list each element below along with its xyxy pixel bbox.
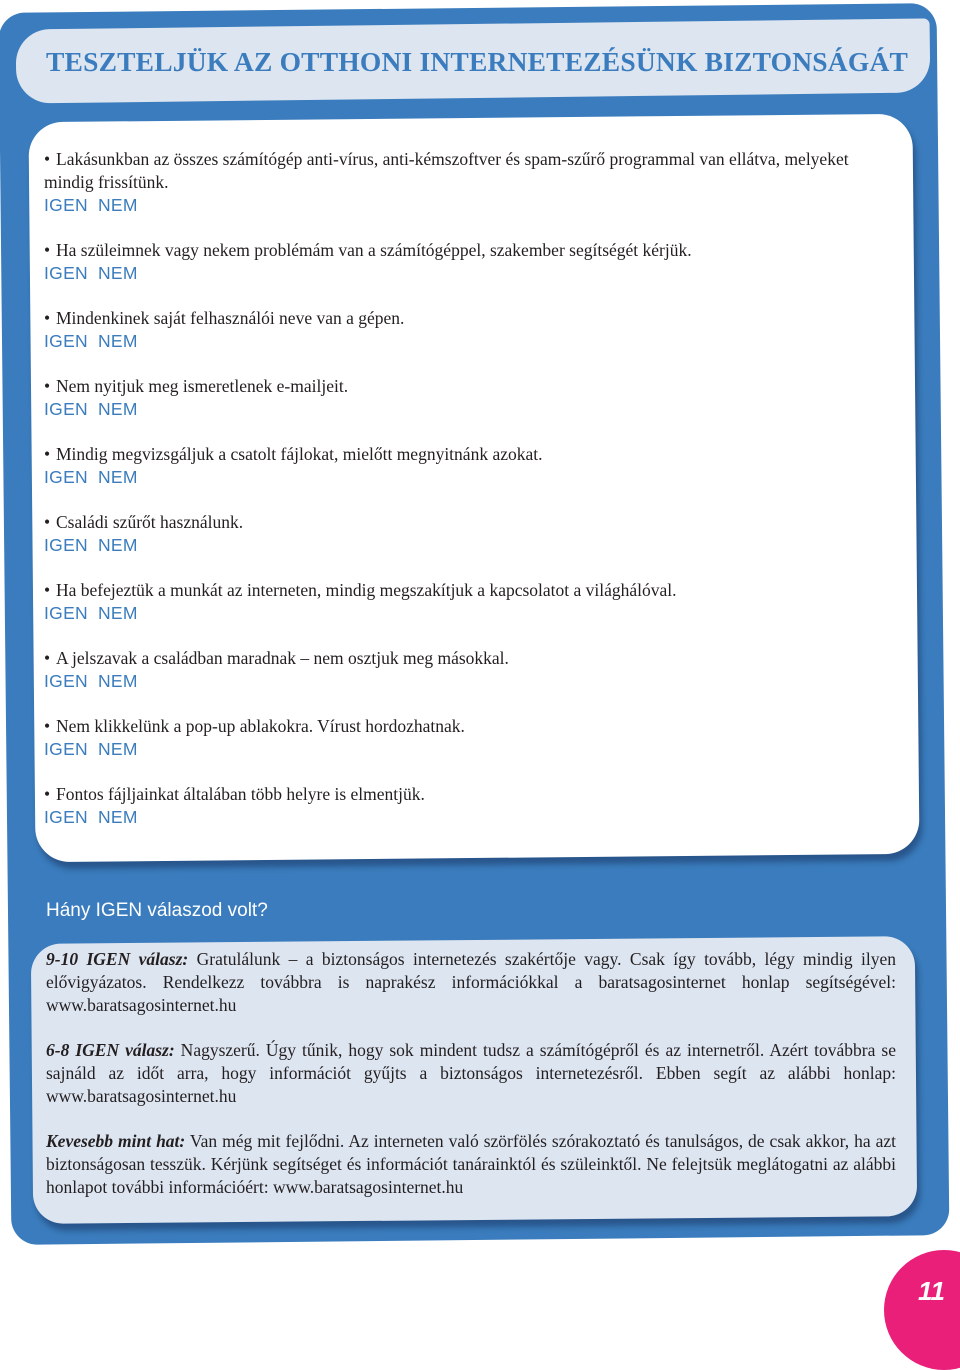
question-item [44, 239, 894, 285]
question-item [44, 148, 894, 217]
bullet-icon: • [44, 784, 51, 804]
count-question: Hány IGEN válaszod volt? [46, 900, 268, 921]
answer-no[interactable]: NEM [97, 399, 138, 419]
bullet-icon: • [44, 308, 51, 328]
answer-yes[interactable]: IGEN [44, 263, 88, 283]
result-label: 6-8 IGEN válasz: [46, 1040, 175, 1060]
answer-no[interactable]: NEM [97, 739, 138, 759]
question-label: Nem klikkelünk a pop-up ablakokra. Vírust hordozhatnak. [56, 716, 465, 736]
answer-no[interactable]: NEM [97, 671, 138, 691]
results-list [46, 948, 896, 1221]
question-item [44, 375, 894, 421]
question-item [44, 647, 894, 693]
question-item [44, 715, 894, 761]
answer-options [44, 602, 894, 625]
answer-yes[interactable]: IGEN [44, 467, 88, 487]
answer-options [44, 738, 894, 761]
result-label: Kevesebb mint hat: [46, 1131, 186, 1151]
question-text [44, 579, 894, 602]
page-number-badge [884, 1250, 960, 1370]
question-text [44, 375, 894, 398]
answer-options [44, 806, 894, 829]
answer-yes[interactable]: IGEN [44, 807, 88, 827]
question-item [44, 783, 894, 829]
answer-no[interactable]: NEM [97, 807, 138, 827]
question-label: Lakásunkban az összes számítógép anti-vírus, anti-kémszoftver és spam-szűrő programmal van ellátva, melyeket mindig frissítünk. [44, 149, 849, 192]
question-text [44, 307, 894, 330]
question-item [44, 443, 894, 489]
answer-options [44, 534, 894, 557]
question-label: Ha befejeztük a munkát az interneten, mindig megszakítjuk a kapcsolatot a világhálóval. [56, 580, 677, 600]
result-paragraph [46, 1130, 896, 1199]
question-label: Nem nyitjuk meg ismeretlenek e-mailjeit. [56, 376, 349, 396]
question-text [44, 647, 894, 670]
question-text [44, 148, 894, 194]
question-label: Családi szűrőt használunk. [56, 512, 244, 532]
question-label: Ha szüleimnek vagy nekem problémám van a számítógéppel, szakember segítségét kérjük. [56, 240, 692, 260]
answer-no[interactable]: NEM [97, 195, 138, 215]
bullet-icon: • [44, 580, 51, 600]
question-item [44, 579, 894, 625]
result-text: Van még mit fejlődni. Az interneten való szörfölés szórakoztató és tanulságos, de csak akkor, ha azt biztonságosan tesszük. Kérjünk segítséget és információt tanárainktól és szüleinktől. Ne felejtsük meglátogatni az alábbi honlapot további információért: www.baratsagosinternet.hu [46, 1131, 896, 1197]
result-label: 9-10 IGEN válasz: [46, 949, 189, 969]
question-text [44, 239, 894, 262]
answer-options [44, 330, 894, 353]
question-label: Mindenkinek saját felhasználói neve van a gépen. [56, 308, 405, 328]
question-text [44, 715, 894, 738]
answer-no[interactable]: NEM [97, 467, 138, 487]
answer-options [44, 262, 894, 285]
answer-options [44, 398, 894, 421]
answer-options [44, 194, 894, 217]
result-paragraph [46, 948, 896, 1017]
answer-options [44, 670, 894, 693]
answer-yes[interactable]: IGEN [44, 535, 88, 555]
bullet-icon: • [44, 648, 51, 668]
result-text: Nagyszerű. Úgy tűnik, hogy sok mindent tudsz a számítógépről és az internetről. Azért továbbra se sajnáld az időt arra, hogy információt gyűjts a biztonságos internetezésről. Ebben segít az alábbi honlap: www.baratsagosinternet.hu [46, 1040, 896, 1106]
answer-yes[interactable]: IGEN [44, 195, 88, 215]
question-text [44, 511, 894, 534]
question-label: A jelszavak a családban maradnak – nem osztjuk meg másokkal. [56, 648, 509, 668]
answer-no[interactable]: NEM [97, 535, 138, 555]
page-title: TESZTELJÜK AZ OTTHONI INTERNETEZÉSÜNK BIZTONSÁGÁT [46, 46, 909, 77]
bullet-icon: • [44, 512, 51, 532]
question-label: Mindig megvizsgáljuk a csatolt fájlokat, mielőtt megnyitnánk azokat. [56, 444, 543, 464]
answer-yes[interactable]: IGEN [44, 739, 88, 759]
question-text [44, 783, 894, 806]
bullet-icon: • [44, 149, 51, 169]
bullet-icon: • [44, 240, 51, 260]
answer-no[interactable]: NEM [97, 603, 138, 623]
answer-yes[interactable]: IGEN [44, 399, 88, 419]
answer-yes[interactable]: IGEN [44, 603, 88, 623]
answer-no[interactable]: NEM [97, 331, 138, 351]
question-label: Fontos fájljainkat általában több helyre is elmentjük. [56, 784, 425, 804]
result-paragraph [46, 1039, 896, 1108]
answer-no[interactable]: NEM [97, 263, 138, 283]
question-item [44, 307, 894, 353]
questions-list [44, 148, 894, 851]
page-number: 11 [918, 1276, 945, 1306]
answer-yes[interactable]: IGEN [44, 671, 88, 691]
answer-options [44, 466, 894, 489]
bullet-icon: • [44, 376, 51, 396]
result-text: Gratulálunk – a biztonságos internetezés szakértője vagy. Csak így tovább, légy mindig ilyen elővigyázatos. Rendelkezz továbbra is naprakész információkkal a baratsagosinternet honlap segítségével: www.baratsagosinternet.hu [46, 949, 896, 1015]
bullet-icon: • [44, 444, 51, 464]
answer-yes[interactable]: IGEN [44, 331, 88, 351]
question-text [44, 443, 894, 466]
bullet-icon: • [44, 716, 51, 736]
question-item [44, 511, 894, 557]
